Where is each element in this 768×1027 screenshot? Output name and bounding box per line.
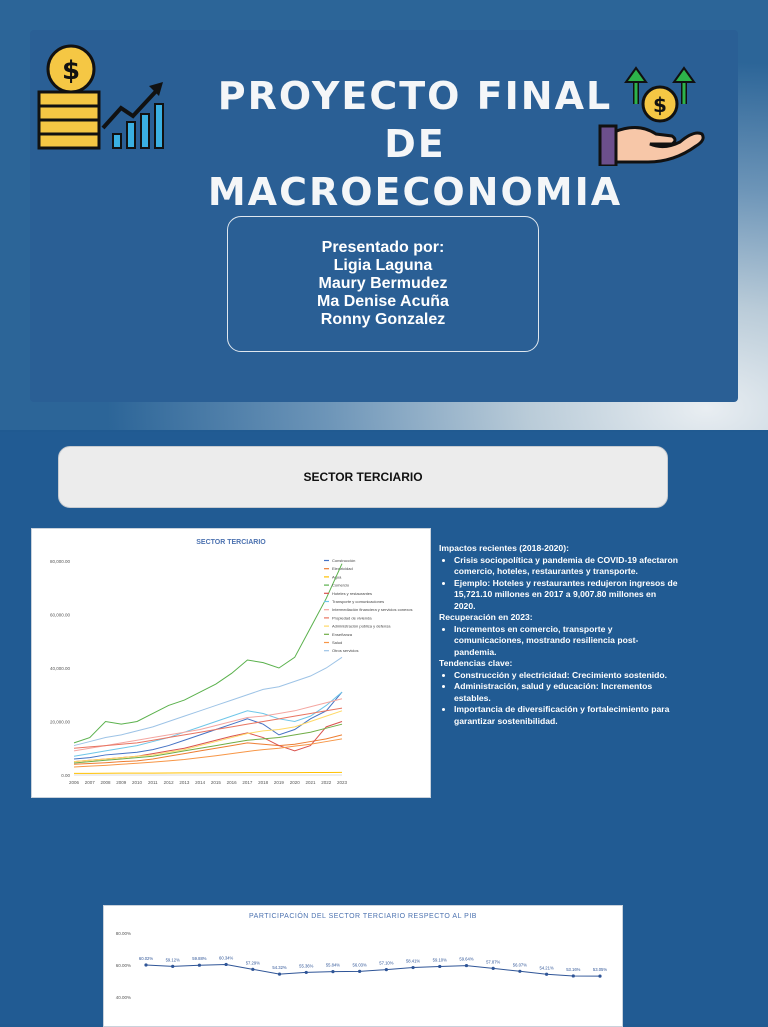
chart-title: PARTICIPACIÓN DEL SECTOR TERCIARIO RESPECTO AL PIB (249, 913, 477, 920)
data-label: 60.34% (219, 955, 234, 961)
presenter-name: Maury Bermudez (318, 275, 448, 292)
series-line (146, 964, 600, 976)
data-point (545, 973, 548, 976)
data-label: 59.12% (165, 957, 180, 963)
presenters-box (227, 216, 539, 352)
gdp-share-chart-svg (104, 906, 622, 1026)
chart-title: SECTOR TERCIARIO (196, 539, 266, 546)
x-tick-label: 2010 (132, 780, 143, 785)
legend-label: Otros servicios (332, 648, 359, 654)
data-point (492, 967, 495, 970)
data-label: 59.10% (432, 957, 447, 963)
x-tick-label: 2019 (273, 780, 284, 785)
series-line (74, 564, 342, 743)
legend-label: Hoteles y restaurantes (332, 590, 373, 596)
page-title: PROYECTO FINAL DE MACROECONOMIA (207, 74, 623, 214)
x-tick-label: 2020 (289, 780, 300, 785)
gdp-share-chart (103, 905, 623, 1027)
list-item: • Ejemplo: Hoteles y restaurantes redujeron ingresos de 15,721.10 millones en 2017 a 9,007.80 millones en 2020. (454, 578, 679, 613)
y-tick-label: 60.00% (115, 963, 131, 968)
data-label: 57.10% (379, 960, 394, 966)
svg-text:$: $ (61, 56, 81, 86)
notes-heading: Impactos recientes (2018-2020): (439, 543, 569, 553)
data-label: 58.41% (405, 958, 421, 964)
data-label: 56.07% (512, 962, 527, 968)
x-tick-label: 2021 (305, 780, 316, 785)
x-tick-label: 2008 (100, 780, 111, 785)
data-label: 53.16% (566, 966, 581, 972)
data-label: 56.03% (352, 962, 367, 968)
list-item: • Importancia de diversificación y fortalecimiento para garantizar sostenibilidad. (454, 704, 679, 727)
sector-chart (31, 528, 431, 798)
series-line (74, 772, 342, 773)
data-point (198, 964, 201, 967)
notes-heading: Tendencias clave: (439, 658, 513, 668)
legend-label: Salud (332, 640, 343, 645)
legend-label: Intermediación financiera y servicios conexos (332, 607, 413, 613)
data-point (518, 970, 521, 973)
x-tick-label: 2012 (163, 780, 174, 785)
data-point (225, 963, 228, 966)
notes-list (439, 624, 679, 659)
notes-list (439, 555, 679, 613)
notes-list (439, 670, 679, 728)
x-tick-label: 2015 (210, 780, 221, 785)
data-label: 55.36% (299, 963, 314, 969)
legend-label: Electricidad (332, 566, 353, 572)
y-tick-label: 40,000.00 (49, 666, 70, 671)
y-tick-label: 60,000.00 (49, 612, 70, 618)
x-tick-label: 2016 (226, 780, 237, 785)
svg-text:$: $ (653, 93, 667, 117)
data-point (598, 975, 601, 978)
data-label: 53.05% (592, 967, 608, 973)
data-point (411, 966, 414, 969)
title-card (30, 30, 738, 402)
legend-label: Agua (332, 574, 342, 580)
data-point (465, 964, 468, 967)
list-item: • Incrementos en comercio, transporte y comunicaciones, mostrando resiliencia post-pandemia. (454, 624, 679, 659)
notes-heading: Recuperación en 2023: (439, 612, 533, 622)
data-point (144, 963, 147, 966)
sector-slide (0, 432, 768, 1024)
presenter-name: Ronny Gonzalez (320, 311, 446, 328)
x-tick-label: 2006 (68, 780, 80, 785)
data-point (438, 965, 441, 968)
sector-chart-svg (32, 529, 430, 797)
data-label: 54.21% (539, 965, 554, 971)
data-point (385, 968, 388, 971)
presenter-name: Ma Denise Acuña (317, 293, 449, 310)
data-label: 57.29% (245, 960, 260, 966)
legend-label: Construcción (332, 558, 356, 563)
list-item: • Administración, salud y educación: Incrementos estables. (454, 681, 679, 704)
data-label: 54.32% (272, 965, 287, 971)
x-tick-label: 2007 (84, 780, 95, 785)
y-tick-label: 20,000.00 (49, 719, 70, 725)
legend-label: Comercio (332, 582, 350, 588)
y-tick-label: 40.00% (115, 995, 131, 1000)
x-tick-label: 2022 (321, 780, 332, 785)
x-tick-label: 2014 (195, 780, 206, 785)
x-tick-label: 2023 (336, 780, 348, 785)
data-label: 55.84% (325, 962, 341, 968)
data-label: 60.02% (138, 955, 154, 961)
data-point (171, 965, 174, 968)
coins-growth-chart-icon (37, 42, 165, 160)
presented-by-label: Presentado por: (321, 239, 445, 256)
data-label: 59.88% (192, 956, 207, 962)
x-tick-label: 2011 (147, 780, 158, 785)
presenter-name: Ligia Laguna (333, 257, 433, 274)
x-tick-label: 2018 (258, 780, 269, 785)
notes-panel (439, 543, 679, 727)
legend-label: Administración pública y defensa (332, 623, 391, 629)
section-title: SECTOR TERCIARIO (58, 446, 668, 508)
data-label: 59.64% (459, 956, 474, 962)
data-label: 57.87% (486, 959, 501, 965)
hand-coin-arrows-icon (598, 66, 710, 166)
y-tick-label: 80,000.00 (49, 559, 70, 564)
data-point (305, 971, 308, 974)
data-point (331, 970, 334, 973)
legend-label: Enseñanza (332, 631, 353, 637)
y-tick-label: 80.00% (115, 931, 131, 936)
data-point (572, 974, 575, 977)
x-tick-label: 2017 (242, 780, 253, 785)
cover-slide (0, 0, 768, 430)
legend-label: Transporte y comunicaciones (332, 599, 385, 604)
data-point (278, 972, 281, 975)
list-item: • Crisis sociopolítica y pandemia de COVID-19 afectaron comercio, hoteles, restaurantes y transporte. (454, 555, 679, 578)
data-point (358, 970, 361, 973)
y-tick-label: 0.00 (61, 773, 70, 778)
data-point (251, 968, 254, 971)
list-item: • Construcción y electricidad: Crecimiento sostenido. (454, 670, 679, 682)
x-tick-label: 2009 (116, 780, 127, 785)
legend-label: Propiedad de vivienda (332, 615, 372, 621)
x-tick-label: 2013 (179, 780, 190, 785)
